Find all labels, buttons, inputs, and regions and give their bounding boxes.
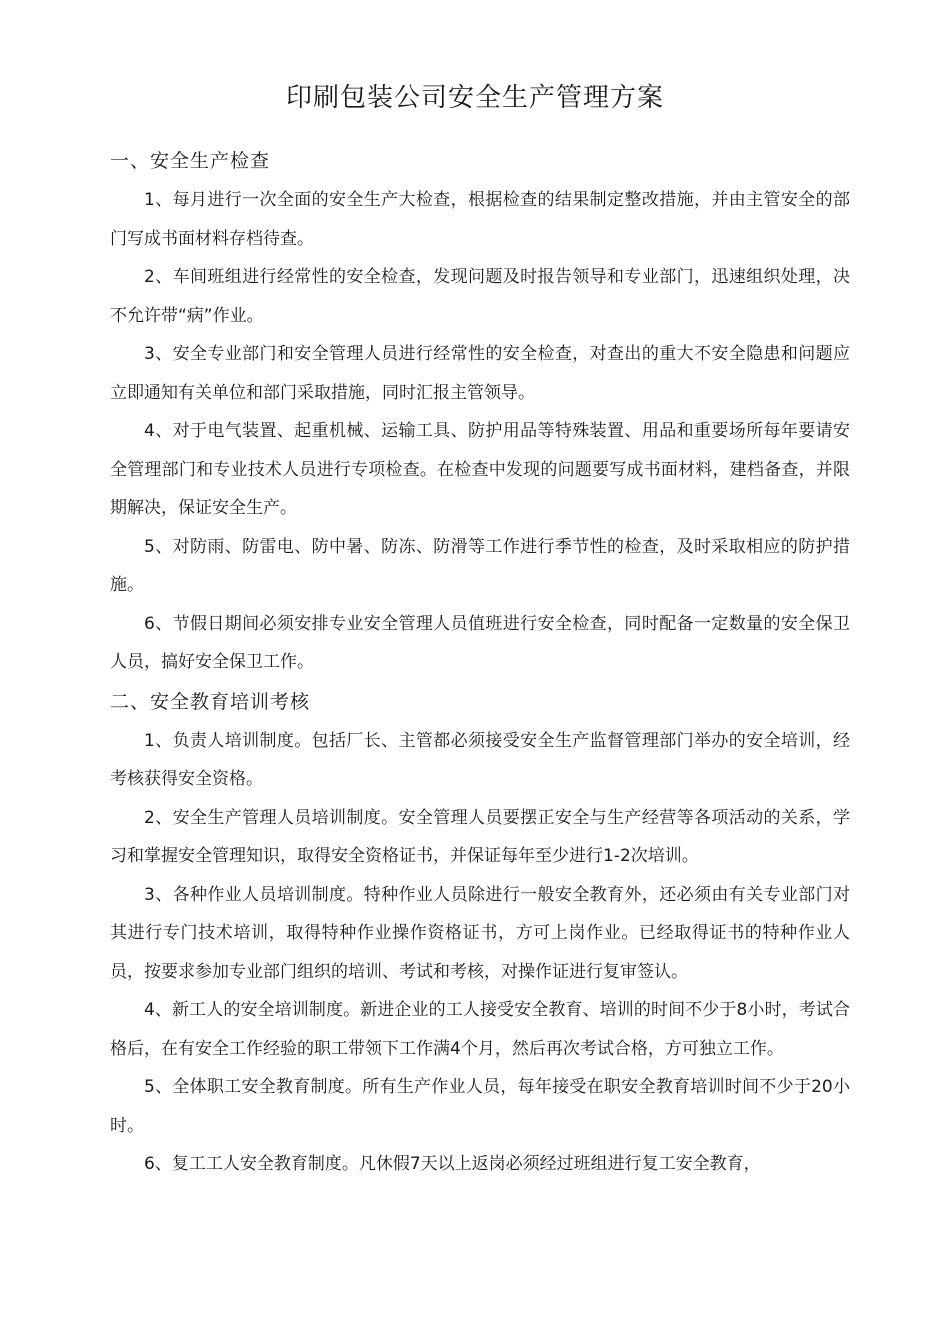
paragraph: 1、每月进行一次全面的安全生产大检查，根据检查的结果制定整改措施，并由主管安全的部门写成书面材料存档待查。 [110, 190, 850, 249]
paragraph: 4、新工人的安全培训制度。新进企业的工人接受安全教育、培训的时间不少于8小时，考试合格后，在有安全工作经验的职工带领下工作满4个月，然后再次考试合格，方可独立工作。 [110, 1000, 850, 1059]
paragraph: 5、全体职工安全教育制度。所有生产作业人员，每年接受在职安全教育培训时间不少于20小时。 [110, 1077, 850, 1136]
document-title: 印刷包装公司安全生产管理方案 [285, 83, 664, 113]
paragraph: 2、车间班组进行经常性的安全检查，发现问题及时报告领导和专业部门，迅速组织处理，决不允许带“病”作业。 [110, 267, 850, 326]
section-paragraphs [110, 722, 850, 1184]
document-body [110, 141, 850, 1184]
paragraph: 2、安全生产管理人员培训制度。安全管理人员要摆正安全与生产经营等各项活动的关系，学习和掌握安全管理知识，取得安全资格证书，并保证每年至少进行1-2次培训。 [110, 807, 850, 866]
section-paragraphs [110, 181, 850, 682]
section-heading: 二、安全教育培训考核 [110, 690, 311, 713]
paragraph: 4、对于电气装置、起重机械、运输工具、防护用品等特殊装置、用品和重要场所每年要请安全管理部门和专业技术人员进行专项检查。在检查中发现的问题要写成书面材料，建档备查，并限期解决，保证安全生产。 [110, 421, 850, 518]
section-heading: 一、安全生产检查 [110, 150, 271, 172]
paragraph: 6、节假日期间必须安排专业安全管理人员值班进行安全检查，同时配备一定数量的安全保卫人员，搞好安全保卫工作。 [110, 613, 850, 672]
paragraph: 5、对防雨、防雷电、防中暑、防冻、防滑等工作进行季节性的检查，及时采取相应的防护措施。 [110, 536, 850, 595]
paragraph: 3、各种作业人员培训制度。特种作业人员除进行一般安全教育外，还必须由有关专业部门对其进行专门技术培训，取得特种作业操作资格证书，方可上岗作业。已经取得证书的特种作业人员，按要求参加专业部门组织的培训、考试和考核，对操作证进行复审签认。 [110, 884, 850, 982]
paragraph: 3、安全专业部门和安全管理人员进行经常性的安全检查，对查出的重大不安全隐患和问题应立即通知有关单位和部门采取措施，同时汇报主管领导。 [110, 344, 850, 403]
paragraph: 6、复工工人安全教育制度。凡休假7天以上返岗必须经过班组进行复工安全教育， [144, 1154, 761, 1174]
paragraph: 1、负责人培训制度。包括厂长、主管都必须接受安全生产监督管理部门举办的安全培训，经考核获得安全资格。 [110, 730, 850, 789]
